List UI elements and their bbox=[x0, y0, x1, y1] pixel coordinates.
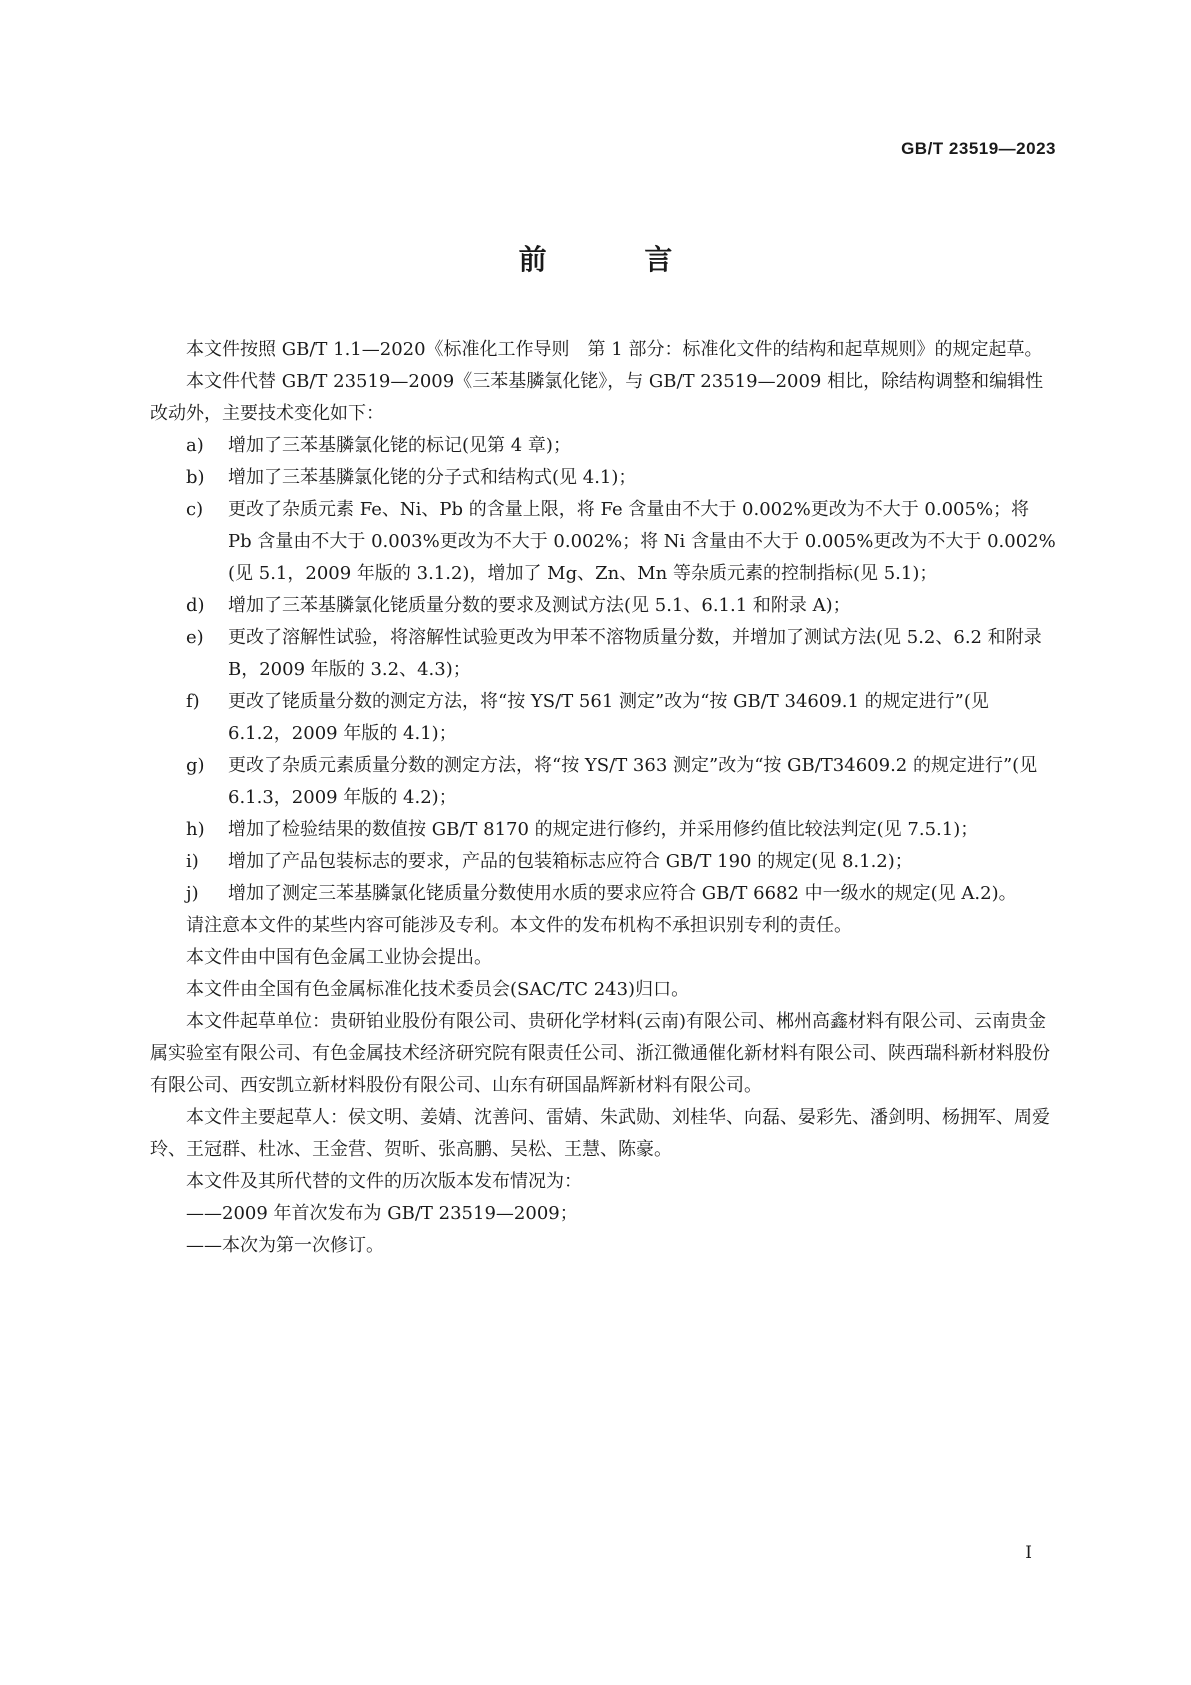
list-item bbox=[186, 846, 1058, 878]
paragraph-replacement: 本文件代替 GB/T 23519—2009《三苯基膦氯化铑》，与 GB/T 23519—2009 相比，除结构调整和编辑性改动外，主要技术变化如下： bbox=[150, 371, 1044, 424]
list-item bbox=[186, 494, 1058, 590]
page-number: I bbox=[1025, 1543, 1032, 1563]
list-marker: d) bbox=[186, 595, 205, 616]
list-item-text: 更改了杂质元素质量分数的测定方法，将“按 YS/T 363 测定”改为“按 GB/T34609.2 的规定进行”(见 6.1.3，2009 年版的 4.2)； bbox=[228, 755, 1038, 808]
list-item bbox=[186, 430, 1058, 462]
list-item bbox=[186, 878, 1058, 910]
paragraph-committee: 本文件由全国有色金属标准化技术委员会(SAC/TC 243)归口。 bbox=[186, 979, 690, 1000]
list-item bbox=[186, 814, 1058, 846]
standard-code: GB/T 23519—2023 bbox=[901, 139, 1056, 158]
paragraph-proposer: 本文件由中国有色金属工业协会提出。 bbox=[186, 947, 492, 968]
history-item: ——本次为第一次修订。 bbox=[186, 1235, 384, 1256]
list-item bbox=[186, 462, 1058, 494]
list-marker: i) bbox=[186, 851, 199, 872]
list-item bbox=[186, 750, 1058, 814]
history-item: ——2009 年首次发布为 GB/T 23519—2009； bbox=[186, 1203, 578, 1224]
paragraph-drafters: 本文件主要起草人：侯文明、姜婧、沈善问、雷婧、朱武勋、刘桂华、向磊、晏彩先、潘剑明、杨拥军、周爱玲、王冠群、杜冰、王金营、贺昕、张高鹏、吴松、王慧、陈豪。 bbox=[150, 1107, 1050, 1160]
paragraph-history-intro: 本文件及其所代替的文件的历次版本发布情况为： bbox=[186, 1171, 582, 1192]
list-item bbox=[186, 590, 1058, 622]
list-marker: f) bbox=[186, 691, 200, 712]
list-marker: a) bbox=[186, 435, 204, 456]
list-marker: b) bbox=[186, 467, 205, 488]
list-item-text: 更改了溶解性试验，将溶解性试验更改为甲苯不溶物质量分数，并增加了测试方法(见 5.2、6.2 和附录 B，2009 年版的 3.2、4.3)； bbox=[228, 627, 1042, 680]
list-item-text: 增加了三苯基膦氯化铑的标记(见第 4 章)； bbox=[228, 435, 571, 456]
list-item-text: 增加了三苯基膦氯化铑的分子式和结构式(见 4.1)； bbox=[228, 467, 637, 488]
changes-list bbox=[150, 430, 1058, 910]
list-item-text: 增加了检验结果的数值按 GB/T 8170 的规定进行修约，并采用修约值比较法判定(见 7.5.1)； bbox=[228, 819, 979, 840]
list-marker: j) bbox=[186, 883, 199, 904]
list-marker: g) bbox=[186, 755, 205, 776]
list-item-text: 增加了三苯基膦氯化铑质量分数的要求及测试方法(见 5.1、6.1.1 和附录 A)； bbox=[228, 595, 851, 616]
paragraph-drafting-basis: 本文件按照 GB/T 1.1—2020《标准化工作导则 第 1 部分：标准化文件的结构和起草规则》的规定起草。 bbox=[186, 339, 1043, 360]
foreword-body bbox=[150, 334, 1058, 1262]
paragraph-patent-notice: 请注意本文件的某些内容可能涉及专利。本文件的发布机构不承担识别专利的责任。 bbox=[186, 915, 852, 936]
list-marker: e) bbox=[186, 627, 204, 648]
list-marker: h) bbox=[186, 819, 205, 840]
list-item-text: 更改了杂质元素 Fe、Ni、Pb 的含量上限，将 Fe 含量由不大于 0.002%更改为不大于 0.005%；将 Pb 含量由不大于 0.003%更改为不大于 0.002%；将 Ni 含量由不大于 0.005%更改为不大于 0.002%(见 5.1，2009 年版的 3.1.2)，增加了 Mg、Zn、Mn 等杂质元素的控制指标(见 5.1)； bbox=[228, 499, 1056, 584]
list-marker: c) bbox=[186, 499, 204, 520]
page-title: 前 言 bbox=[518, 243, 717, 276]
paragraph-drafting-units: 本文件起草单位：贵研铂业股份有限公司、贵研化学材料(云南)有限公司、郴州高鑫材料有限公司、云南贵金属实验室有限公司、有色金属技术经济研究院有限责任公司、浙江微通催化新材料有限公司、陕西瑞科新材料股份有限公司、西安凯立新材料股份有限公司、山东有研国晶辉新材料有限公司。 bbox=[150, 1011, 1050, 1096]
list-item-text: 增加了产品包装标志的要求，产品的包装箱标志应符合 GB/T 190 的规定(见 8.1.2)； bbox=[228, 851, 913, 872]
list-item bbox=[186, 686, 1058, 750]
list-item-text: 更改了铑质量分数的测定方法，将“按 YS/T 561 测定”改为“按 GB/T 34609.1 的规定进行”(见 6.1.2，2009 年版的 4.1)； bbox=[228, 691, 989, 744]
list-item bbox=[186, 622, 1058, 686]
list-item-text: 增加了测定三苯基膦氯化铑质量分数使用水质的要求应符合 GB/T 6682 中一级水的规定(见 A.2)。 bbox=[228, 883, 1017, 904]
